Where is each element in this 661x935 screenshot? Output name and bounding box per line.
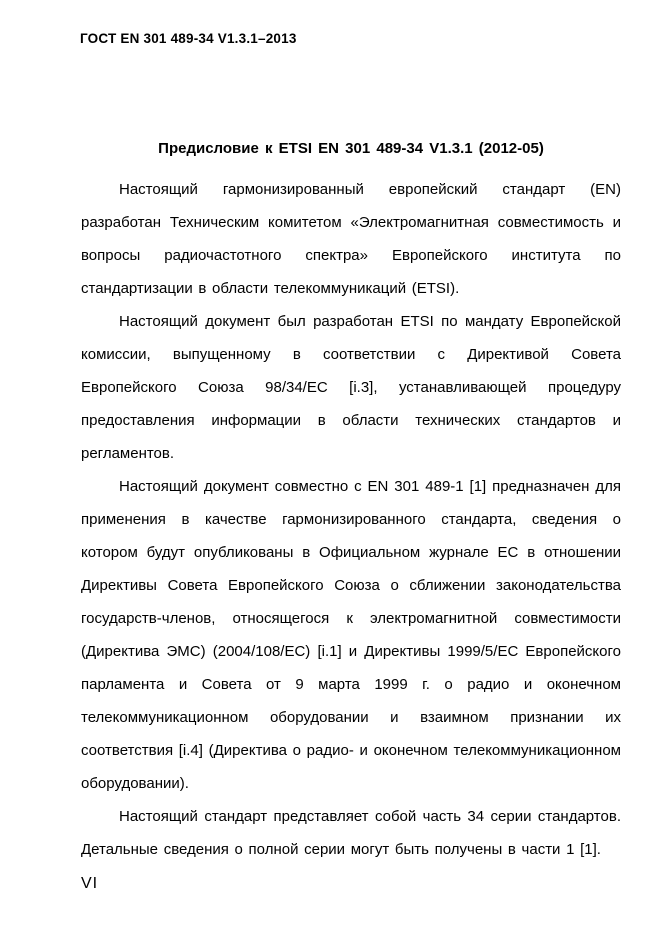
foreword-title: Предисловие к ETSI EN 301 489-34 V1.3.1 (2012-05) (158, 140, 544, 157)
paragraph-2: Настоящий документ был разработан ETSI по мандату Европейской комиссии, выпущенному в соответствии с Директивой Совета Европейского Союза 98/34/ЕС [i.3], устанавливающей процедуру предоставления информации в области технических стандартов и регламентов. (81, 313, 621, 462)
paragraph-4: Настоящий стандарт представляет собой часть 34 серии стандартов. Детальные сведения о полной серии могут быть получены в части 1 [1]. (81, 808, 621, 858)
document-body (81, 138, 621, 866)
page-number: VI (81, 875, 99, 892)
paragraph-1: Настоящий гармонизированный европейский стандарт (EN) разработан Техническим комитетом «Электромагнитная совместимость и вопросы радиочастотного спектра» Европейского института по стандартизации в области телекоммуникаций (ETSI). (81, 181, 621, 297)
document-header-designation: ГОСТ EN 301 489-34 V1.3.1–2013 (80, 31, 297, 46)
paragraph-3: Настоящий документ совместно с EN 301 489-1 [1] предназначен для применения в качестве гармонизированного стандарта, сведения о котором будут опубликованы в Официальном журнале ЕС в отношении Директивы Совета Европейского Союза о сближении законодательства государств-членов, относящегося к электромагнитной совместимости (Директива ЭМС) (2004/108/ЕС) [i.1] и Директивы 1999/5/ЕС Европейского парламента и Совета от 9 марта 1999 г. о радио и оконечном телекоммуникационном оборудовании и взаимном признании их соответствия [i.4] (Директива о радио- и оконечном телекоммуникационном оборудовании). (81, 478, 621, 792)
